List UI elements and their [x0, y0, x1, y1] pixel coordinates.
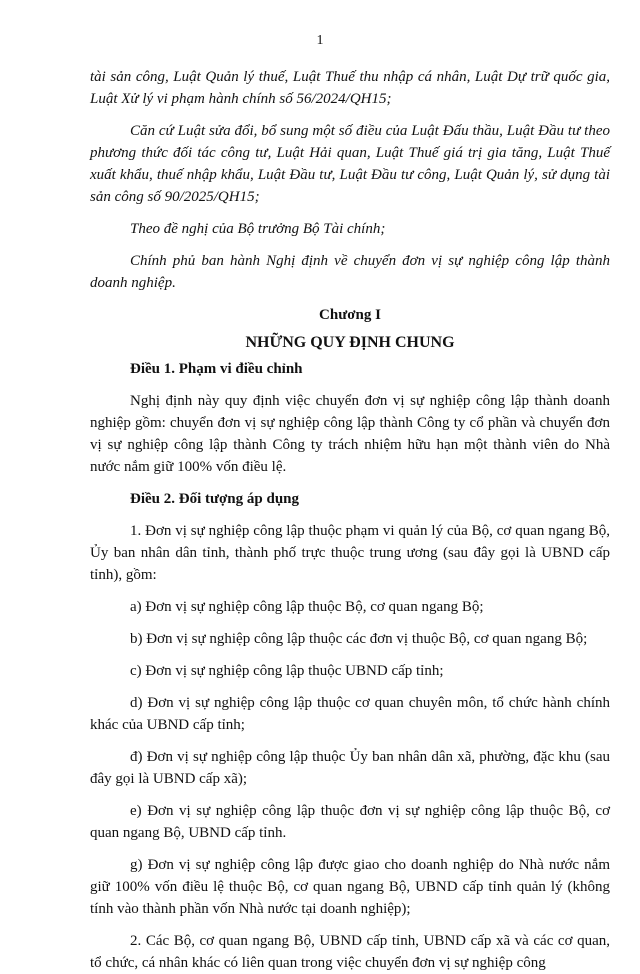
article-2-item: e) Đơn vị sự nghiệp công lập thuộc đơn vị sự nghiệp công lập thuộc Bộ, cơ quan ngang Bộ, UBND cấp tỉnh.: [90, 803, 610, 841]
article-2-item: a) Đơn vị sự nghiệp công lập thuộc Bộ, cơ quan ngang Bộ;: [130, 599, 484, 615]
preamble-continuation: tài sản công, Luật Quản lý thuế, Luật Thuế thu nhập cá nhân, Luật Dự trữ quốc gia, Luật Xử lý vi phạm hành chính số 56/2024/QH15;: [90, 69, 610, 107]
article-2-item: d) Đơn vị sự nghiệp công lập thuộc cơ quan chuyên môn, tổ chức hành chính khác của UBND cấp tỉnh;: [90, 695, 610, 733]
chapter-number: Chương I: [319, 307, 381, 323]
document-body: [90, 66, 610, 974]
page-number: 1: [316, 33, 324, 48]
article-2-item: đ) Đơn vị sự nghiệp công lập thuộc Ủy ban nhân dân xã, phường, đặc khu (sau đây gọi là UBND cấp xã);: [90, 749, 610, 787]
article-2-item: c) Đơn vị sự nghiệp công lập thuộc UBND cấp tỉnh;: [130, 663, 444, 679]
article-2-item: g) Đơn vị sự nghiệp công lập được giao cho doanh nghiệp do Nhà nước nắm giữ 100% vốn điều lệ thuộc Bộ, cơ quan ngang Bộ, UBND cấp tỉnh quản lý (không tính vào thành phần vốn Nhà nước tại doanh nghiệp);: [90, 857, 610, 917]
article-1-heading: Điều 1. Phạm vi điều chỉnh: [130, 361, 303, 377]
article-2-item: b) Đơn vị sự nghiệp công lập thuộc các đơn vị thuộc Bộ, cơ quan ngang Bộ;: [130, 631, 588, 647]
article-2-heading: Điều 2. Đối tượng áp dụng: [130, 491, 300, 507]
article-2-clause-1: 1. Đơn vị sự nghiệp công lập thuộc phạm vi quản lý của Bộ, cơ quan ngang Bộ, Ủy ban nhân dân tỉnh, thành phố trực thuộc trung ương (sau đây gọi là UBND cấp tỉnh), gồm:: [90, 523, 610, 583]
preamble-issuance: Chính phủ ban hành Nghị định về chuyển đơn vị sự nghiệp công lập thành doanh nghiệp.: [90, 253, 610, 291]
preamble-legal-basis: Căn cứ Luật sửa đổi, bổ sung một số điều của Luật Đấu thầu, Luật Đầu tư theo phương thức đối tác công tư, Luật Hải quan, Luật Thuế giá trị gia tăng, Luật Thuế xuất khẩu, thuế nhập khẩu, Luật Đầu tư, Luật Đầu tư công, Luật Quản lý, sử dụng tài sản công số 90/2025/QH15;: [90, 123, 610, 205]
article-2-clause-2: 2. Các Bộ, cơ quan ngang Bộ, UBND cấp tỉnh, UBND cấp xã và các cơ quan, tổ chức, cá nhân khác có liên quan trong việc chuyển đơn vị sự nghiệp công: [90, 933, 610, 971]
article-1-text: Nghị định này quy định việc chuyển đơn vị sự nghiệp công lập thành doanh nghiệp gồm: chuyển đơn vị sự nghiệp công lập thành Công ty cổ phần và chuyển đơn vị sự nghiệp công lập thành Công ty trách nhiệm hữu hạn một thành viên do Nhà nước nắm giữ 100% vốn điều lệ.: [90, 393, 610, 475]
preamble-proposal: Theo đề nghị của Bộ trưởng Bộ Tài chính;: [130, 221, 386, 237]
chapter-title: NHỮNG QUY ĐỊNH CHUNG: [245, 334, 455, 351]
